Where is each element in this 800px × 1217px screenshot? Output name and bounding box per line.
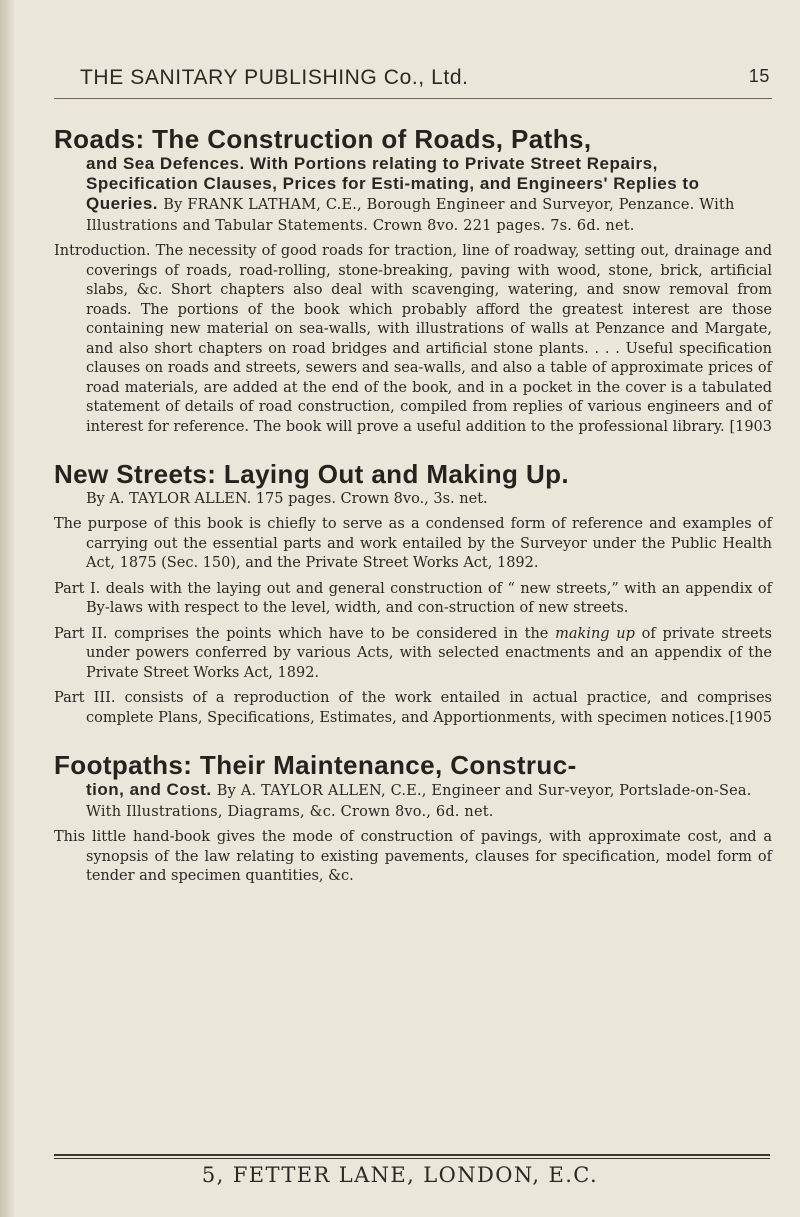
italic-phrase: making up	[555, 625, 635, 642]
footer-rule-thin	[54, 1158, 770, 1159]
running-head	[54, 58, 772, 116]
entry-title: Footpaths: Their Maintenance, Construc-	[54, 750, 577, 780]
entry-subtitle: tion, and Cost. By A. TAYLOR ALLEN, C.E., Engineer and Sur-veyor, Portslade-on-Sea. With Illustrations, Diagrams, &c. Crown 8vo., 6d. net.	[86, 780, 752, 820]
page-number: 15	[748, 66, 770, 86]
entry-paragraph: The purpose of this book is chiefly to serve as a condensed form of reference and examples of carrying out the essential parts and work entailed by the Surveyor under the Public Health Act, 1875 (Sec. 150), and the Private Street Works Act, 1892.	[54, 516, 772, 571]
publisher-address: 5, FETTER LANE, LONDON, E.C.	[201, 1163, 599, 1187]
entry-title: New Streets: Laying Out and Making Up.	[54, 459, 570, 489]
entry-subtitle: and Sea Defences. With Portions relating to Private Street Repairs, Specification Clauses, Prices for Esti-mating, and Engineers' Replies to Queries. By FRANK LATHAM, C.E., Borough Engineer and Surveyor, Penzance. With Illustrations and Tabular Statements. Crown 8vo. 221 pages. 7s. 6d. net.	[86, 154, 735, 234]
entry-paragraph: Part III. consists of a reproduction of the work entailed in actual practice, and comprises complete Plans, Specifications, Estimates, and Apportionments, with specimen notices. [1905	[54, 689, 772, 728]
book-page	[54, 0, 772, 887]
running-head-title: THE SANITARY PUBLISHING Co., Ltd.	[80, 66, 469, 89]
entry-new-streets	[54, 459, 772, 728]
entry-paragraph: This little hand-book gives the mode of construction of pavings, with approximate cost, and a synopsis of the law relating to existing pavements, clauses for specification, model form of tender and specimen quantities, &c.	[54, 829, 772, 884]
footer-rule	[54, 1154, 770, 1156]
head-rule	[54, 98, 772, 99]
binding-shadow	[0, 0, 14, 1217]
entry-paragraph: Part I. deals with the laying out and general construction of “ new streets,” with an appendix of By-laws with respect to the level, width, and con-struction of new streets.	[54, 580, 772, 616]
publication-date: [1905	[729, 709, 772, 726]
entry-byline: By A. TAYLOR ALLEN, C.E., Engineer and Sur-veyor, Portslade-on-Sea. With Illustrations, Diagrams, &c. Crown 8vo., 6d. net.	[86, 783, 752, 820]
entry-roads	[54, 124, 772, 437]
entry-byline: By FRANK LATHAM, C.E., Borough Engineer and Surveyor, Penzance. With Illustrations and Tabular Statements. Crown 8vo. 221 pages. 7s. 6d. net.	[86, 197, 735, 234]
entry-title: Roads: The Construction of Roads, Paths,	[54, 124, 592, 154]
entry-paragraph: Part II. comprises the points which have to be considered in the making up of private streets under powers conferred by various Acts, with selected enactments and an appendix of the Private Street Works Act, 1892.	[54, 625, 772, 681]
entry-footpaths	[54, 750, 772, 887]
entry-paragraph: Introduction. The necessity of good roads for traction, line of roadway, setting out, drainage and coverings of roads, road-rolling, stone-breaking, paving with wood, stone, brick, artificial slabs, &c. Short chapters also deal with scavenging, watering, and snow removal from roads. The portions of the book which probably afford the greatest interest are those containing new material on sea-walls, with illustrations of walls at Penzance and Margate, and also short chapters on road bridges and artificial stone plants. . . . Useful specification clauses on roads and streets, sewers and sea-walls, and also a table of approximate prices of road materials, are added at the end of the book, and in a pocket in the cover is a tabulated statement of details of road construction, compiled from replies of various engineers and of interest for reference. The book will prove a useful addition to the professional library. [1903	[54, 242, 772, 437]
entry-byline: By A. TAYLOR ALLEN. 175 pages. Crown 8vo., 3s. net.	[86, 491, 488, 507]
publication-date: [1903	[729, 418, 772, 435]
